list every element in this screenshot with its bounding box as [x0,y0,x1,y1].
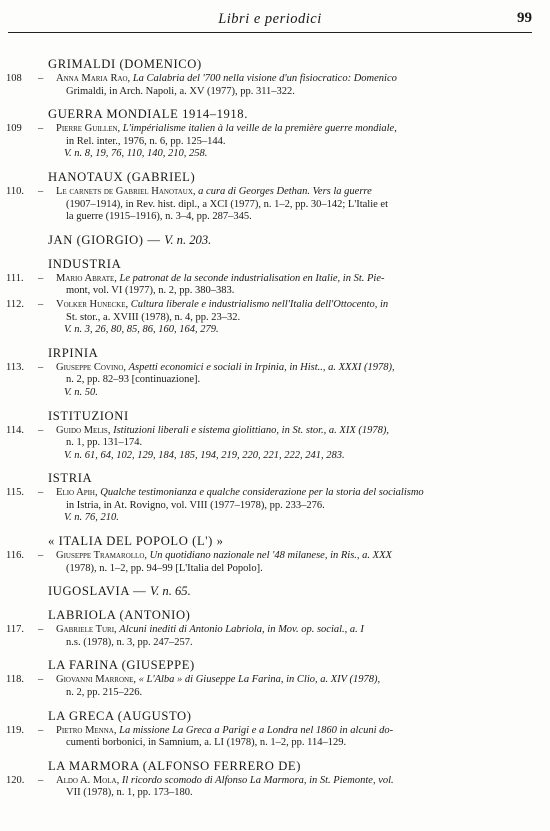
entry-continuation: n. 1, pp. 131–174. [66,437,143,449]
see-also-references: V. n. 50. [64,386,98,398]
entry-dash: – [38,123,44,135]
entry-title: Aspetti economici e sociali in Irpinia, in Hist.., a. XXXI (1978), [128,361,395,373]
entry-number: 117. [6,624,24,636]
entry-text [48,273,532,298]
header-rule [8,32,532,33]
entry-number: 112. [6,298,24,310]
entry-text [48,487,532,512]
entry-dash: – [38,550,44,562]
section-heading-text: GRIMALDI (DOMENICO) [48,57,202,71]
entry-number: 115. [6,487,24,499]
section-heading-text: ISTITUZIONI [48,408,129,423]
entry-continuation: St. stor., a. XVIII (1978), n. 4, pp. 23–32. [66,311,241,323]
bibliography-entry [6,425,532,450]
entry-text [48,186,532,224]
entry-number: 113. [6,361,24,373]
entry-dash: – [38,624,44,636]
section-heading-text: JAN (GIORGIO) — [48,232,161,247]
bibliography-entry [6,123,532,148]
entry-title: Istituzioni liberali e sistema giolittiano, in St. stor., a. XIX (1978), [113,424,389,436]
entry-title: La missione La Greca a Parigi e a Londra nel 1860 in alcuni do- [119,724,394,736]
section-heading [6,107,532,122]
see-also-references: V. n. 76, 210. [64,512,119,524]
entry-title: Alcuni inediti di Antonio Labriola, in Mov. op. social., a. I [119,624,364,636]
section-heading [6,471,532,486]
entry-number: 120. [6,774,25,786]
entry-continuation: (1907–1914), in Rev. hist. dipl., a XCI (1977), n. 1–2, pp. 30–142; L'Italie et [66,198,389,210]
entry-author: Le carnets de Gabriel Hanotaux, [56,185,196,197]
entry-dash: – [38,272,44,284]
bibliography-section [6,57,532,98]
entry-title: Le patronat de la seconde industrialisation en Italie, in St. Pie- [119,272,385,284]
entry-author: Volker Hunecke, [56,298,129,310]
entry-number: 118. [6,674,24,686]
running-title: Libri e periodici [218,11,322,27]
entry-continuation: n.s. (1978), n. 3, pp. 247–257. [66,636,193,648]
section-heading [6,759,532,774]
bibliography-section [6,709,532,750]
section-heading-text: GUERRA MONDIALE 1914–1918. [48,107,248,122]
entry-continuation: in Rel. inter., 1976, n. 6, pp. 125–144. [66,135,226,147]
entry-continuation: n. 2, pp. 82–93 [continuazione]. [66,374,201,386]
section-heading [6,608,532,623]
entry-number: 114. [6,424,24,436]
entry-text [48,775,532,800]
bibliography-section [6,471,532,525]
entry-text [48,624,532,649]
entry-dash: – [38,424,44,436]
entry-number: 109 [6,123,22,135]
bibliography-section [6,409,532,463]
bibliography-section [6,759,532,800]
entry-dash: – [38,724,44,736]
section-heading [6,170,532,185]
bibliography-entry [6,73,532,98]
entry-number: 110. [6,185,24,197]
entry-continuation: (1978), n. 1–2, pp. 94–99 [L'Italia del Popolo]. [66,562,263,574]
bibliography-entry [6,624,532,649]
entry-author: Giovanni Marrone, [56,674,136,686]
section-heading-text: LA GRECA (AUGUSTO) [48,708,192,723]
entry-title: « L'Alba » di Giuseppe La Farina, in Clio, a. XIV (1978), [138,674,381,686]
entry-author: Anna Maria Rao, [56,73,131,84]
section-heading-text: LA MARMORA (ALFONSO FERRERO DE) [48,758,302,773]
entry-text [48,425,532,450]
entry-number: 119. [6,724,24,736]
running-header [8,8,532,32]
entry-title: L'impérialisme italien à la veille de la première guerre mondiale, [122,123,397,135]
entry-title: Il ricordo scomodo di Alfonso La Marmora, in St. Piemonte, vol. [121,774,394,786]
entry-author: Aldo A. Mola, [56,774,120,786]
entry-text [48,725,532,750]
section-heading-text: IUGOSLAVIA — [48,584,147,599]
entry-author: Mario Abrate, [56,272,117,284]
entry-dash: – [38,185,44,197]
bibliography-section [6,107,532,161]
entry-author: Pietro Menna, [56,724,117,736]
section-heading-text: LABRIOLA (ANTONIO) [48,608,191,623]
bibliography-entry [6,725,532,750]
bibliography-section [6,608,532,649]
bibliography-section [6,233,532,248]
bibliography-section [6,584,532,599]
bibliography-entry [6,362,532,387]
entry-dash: – [38,674,44,686]
section-heading-text: IRPINIA [48,345,99,360]
bibliography-entry [6,674,532,699]
entry-title: Qualche testimonianza e qualche considerazione per la storia del socialismo [100,487,424,499]
entry-number: 111. [6,272,24,284]
entry-text [48,362,532,387]
page-number: 99 [517,10,532,26]
section-heading [6,233,532,248]
section-heading-text: HANOTAUX (GABRIEL) [48,169,196,184]
entry-continuation: la guerre (1915–1916), n. 3–4, pp. 287–345. [66,211,252,223]
entry-number: 116. [6,550,24,562]
entry-continuation: VII (1978), n. 1, pp. 173–180. [66,787,193,799]
section-heading [6,257,532,272]
entry-continuation: cumenti borbonici, in Samnium, a. LI (1978), n. 1–2, pp. 114–129. [66,737,347,749]
entry-author: Giuseppe Tramarollo, [56,550,148,562]
entry-title: Cultura liberale e industrialismo nell'Italia dell'Ottocento, in [130,298,389,310]
section-heading-text: LA FARINA (GIUSEPPE) [48,658,195,673]
entry-title: a cura di Georges Dethan. Vers la guerre [198,185,372,197]
bibliography-entry [6,273,532,298]
entry-author: Elio Apih, [56,487,98,499]
section-heading-text: INDUSTRIA [48,256,122,271]
section-heading [6,584,532,599]
entry-title: Un quotidiano nazionale nel '48 milanese, in Ris., a. XXX [149,550,392,562]
section-heading-text: « ITALIA DEL POPOLO (L') » [48,534,224,549]
entry-dash: – [38,298,44,310]
bibliography-entry [6,186,532,224]
entry-text [48,299,532,324]
entry-text [48,674,532,699]
section-heading [6,409,532,424]
bibliography-entry [6,775,532,800]
entry-continuation: n. 2, pp. 215–226. [66,687,143,699]
entry-continuation: in Istria, in At. Rovigno, vol. VIII (1977–1978), pp. 233–276. [66,499,325,511]
entry-continuation: mont, vol. VI (1977), n. 2, pp. 380–383. [66,285,235,297]
cross-reference: V. n. 65. [150,584,191,599]
entry-dash: – [38,73,44,84]
bibliography-section [6,658,532,699]
see-also-references: V. n. 8, 19, 76, 110, 140, 210, 258. [64,148,208,160]
bibliography-list [6,48,532,800]
section-heading [6,658,532,673]
bibliography-section [6,346,532,400]
bibliography-entry [6,550,532,575]
section-heading [6,534,532,549]
section-heading [6,709,532,724]
entry-dash: – [38,487,44,499]
bibliography-entry [6,487,532,512]
section-heading-text: ISTRIA [48,471,93,486]
bibliography-section [6,534,532,575]
section-heading [6,57,532,72]
bibliography-entry [6,299,532,324]
see-also-references: V. n. 61, 64, 102, 129, 184, 185, 194, 219, 220, 221, 222, 241, 283. [64,449,345,461]
entry-dash: – [38,774,44,786]
see-also-references: V. n. 3, 26, 80, 85, 86, 160, 164, 279. [64,324,219,336]
entry-author: Gabriele Turi, [56,624,117,636]
entry-author: Giuseppe Covino, [56,361,127,373]
entry-text [48,123,532,148]
bibliography-section [6,170,532,224]
entry-text [48,73,532,98]
entry-title: La Calabria del '700 nella visione d'un fisiocratico: Domenico [132,73,397,84]
bibliography-section [6,257,532,337]
entry-author: Guido Melis, [56,424,111,436]
entry-dash: – [38,361,44,373]
entry-continuation: Grimaldi, in Arch. Napoli, a. XV (1977), pp. 311–322. [66,85,295,97]
entry-text [48,550,532,575]
entry-number: 108 [6,73,22,84]
cross-reference: V. n. 203. [164,232,212,247]
section-heading [6,346,532,361]
entry-author: Pierre Guillen, [56,123,121,135]
